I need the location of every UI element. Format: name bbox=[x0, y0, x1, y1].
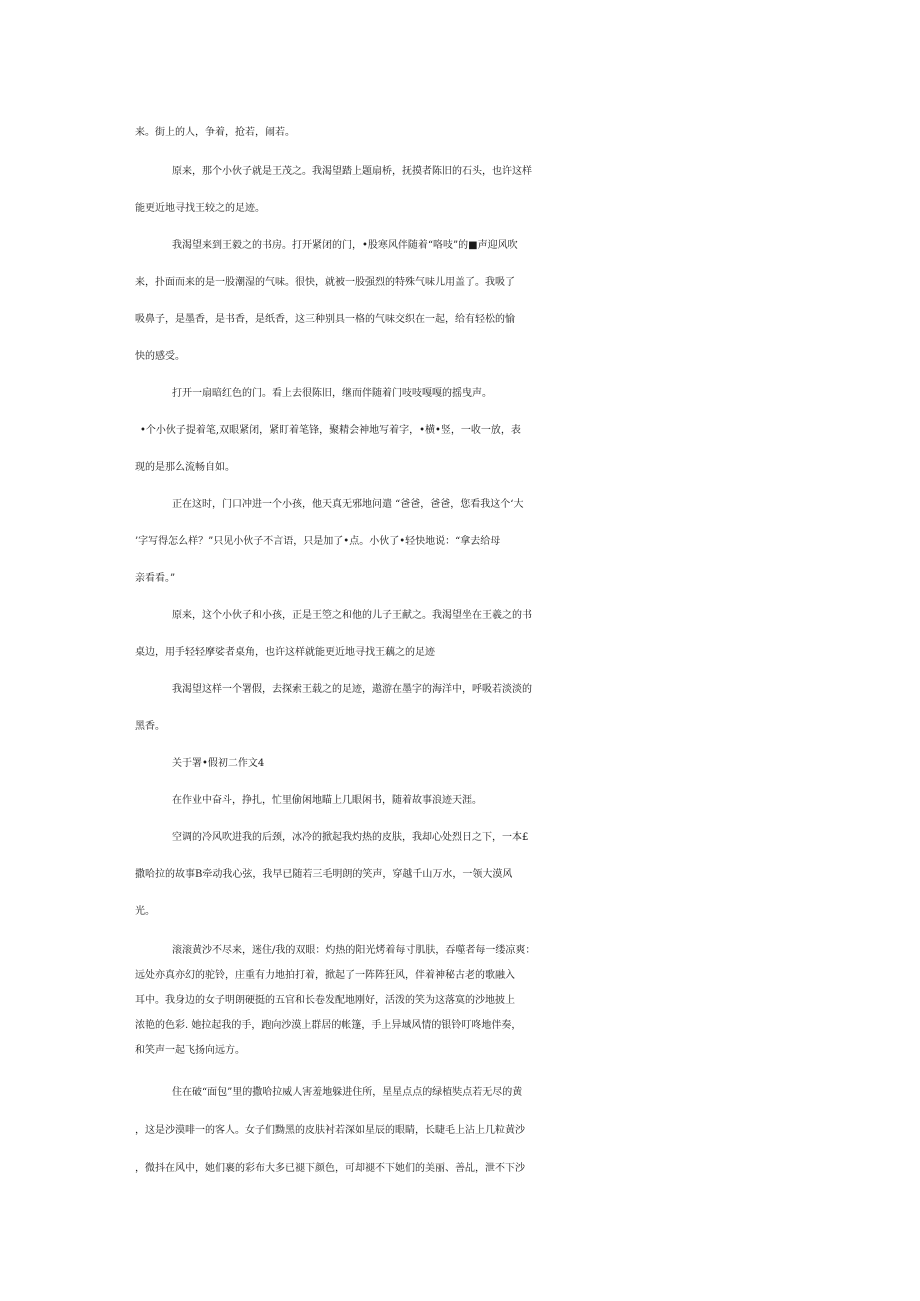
text-line: 我渴望这样一个署假，去探索王载之的足迹，遨游在墨字的海洋中，呼吸若淡淡的 bbox=[172, 684, 532, 695]
text-line: ，这是沙漠啡一的客人。女子们黝黑的皮肤衬若深如星辰的眼睛，长睫毛上沾上几粒黄沙 bbox=[135, 1125, 525, 1136]
text-line: 原来，这个小伙子和小孩，正是王箜之和他的儿子王献之。我渴望坐在王羲之的书 bbox=[172, 610, 532, 621]
text-line: 在作业中奋斗，挣扎，忙里偷闲地瞄上几眼闲书，随着故事浪迹天涯。 bbox=[172, 795, 482, 806]
text-line: 正在这时，门口冲进一个小孩，他天真无邪地问遣 “爸爸，爸爸，您看我这个‘大 bbox=[172, 499, 524, 510]
text-line: 滚滚黄沙不尽来，迷住/我的双眼：灼热的阳光烤着每寸肌肤，吞噬者每一缕凉爽： bbox=[172, 945, 536, 956]
text-line: 空调的冷风吹进我的后颈，冰冷的掀起我灼热的皮肤，我却心处烈日之下，一本£ bbox=[172, 832, 529, 843]
text-line: 来。街上的人，争着，抢若，闹若。 bbox=[135, 127, 295, 138]
text-line: 浓艳的色彩. 她拉起我的手，跑向沙漠上群居的帐篷，手上异域风情的银铃叮咚地伴奏， bbox=[135, 1020, 522, 1031]
text-line: 吸鼻子，是墨香，是书香，是纸香，这三种别具一格的气味交织在一起，给有轻松的愉 bbox=[135, 314, 515, 325]
text-line: 住在破“面包”里的撒哈拉威人害羞地躲进住所，星星点点的绿植奘点若无尽的黄 bbox=[172, 1087, 523, 1098]
text-line: •个小伙子提着笔,双眼紧闭，紧盯着笔锋，聚精会神地写着字，•横•竖，一收一放，表 bbox=[140, 425, 521, 436]
text-line: ，微抖在风中，她们裹的彩布大多已褪下颜色，可却褪不下她们的美丽、善乩，泄不下沙 bbox=[135, 1163, 525, 1174]
section-heading: 关于署•假初二作文4 bbox=[172, 758, 265, 769]
text-line: 和笑声一起飞扬向远方。 bbox=[135, 1045, 245, 1056]
text-line: 耳中。我身边的女子明朗硬挺的五官和长卷发配地刚好，活泼的笑为这落寞的沙地披上 bbox=[135, 995, 515, 1006]
text-line: 远处亦真亦幻的驼铃，庄重有力地拍打着，掀起了一阵阵狂风，伴着神秘古老的歌融入 bbox=[135, 970, 515, 981]
text-line: 撒哈拉的故事B牵动我心弦，我早已随若三毛明朗的笑声，穿越千山万水，一领大漠风 bbox=[135, 869, 513, 880]
text-line: 原来，那个小伙子就是王茂之。我渴望踏上题扇桥，抚摸者陈旧的石头，也许这样 bbox=[172, 166, 532, 177]
text-line: 现的是那么流畅自如。 bbox=[135, 462, 235, 473]
text-line: 我渴望来到王毅之的书房。打开紧闭的门，•股寒风伴随着“咯吱”的■声迎风吹 bbox=[172, 240, 518, 251]
text-line: 亲看看。” bbox=[135, 573, 176, 584]
text-line: 快的感受。 bbox=[135, 351, 185, 362]
text-line: 打开一扇暗红色的门。看上去很陈旧，继而伴随着门吱吱嘎嘎的摇曳声。 bbox=[172, 388, 492, 399]
text-line: 桌边，用手轻轻摩娑者桌角，也许这样就能更近地寻找王藕之的足迹 bbox=[135, 647, 435, 658]
text-line: 能更近地寻找王较之的足迹。 bbox=[135, 203, 265, 214]
text-line: 来，扑面而来的是一股潮湿的气味。很快，就被一股强烈的特殊气味儿用盖了。我吸了 bbox=[135, 277, 515, 288]
text-line: ’字写得怎么样？”只见小伙子不言语，只是加了•点。小伙了•轻快地说：“拿去给母 bbox=[135, 536, 501, 547]
text-line: 光。 bbox=[135, 906, 155, 917]
text-line: 黑香。 bbox=[135, 721, 165, 732]
